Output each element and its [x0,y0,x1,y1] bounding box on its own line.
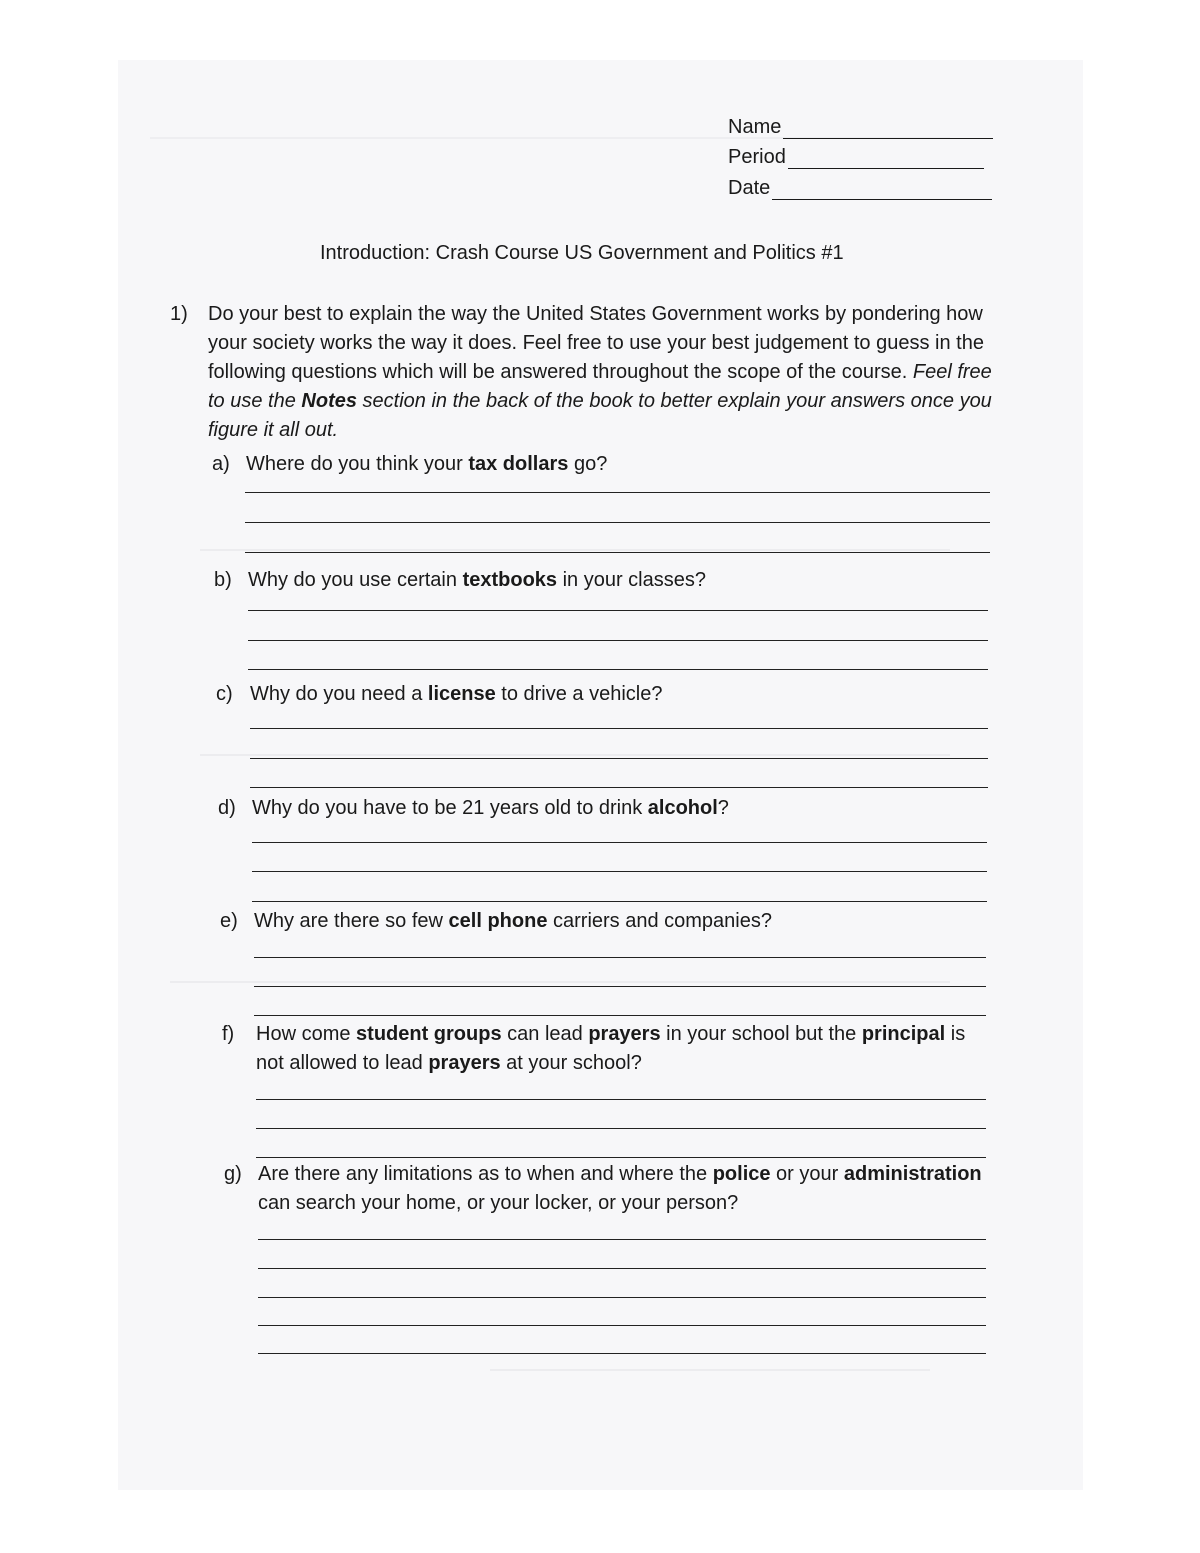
name-input-line[interactable] [783,120,993,139]
question-1 [170,300,1000,445]
subquestion-letter: g) [224,1163,242,1185]
answer-line[interactable] [248,669,988,670]
period-input-line[interactable] [788,150,984,169]
italic-note-bold: Notes [301,390,357,412]
page-title: Introduction: Crash Course US Government and Politics #1 [320,242,844,264]
subquestion-d [218,794,998,823]
answer-line[interactable] [248,610,988,611]
subquestion-g [224,1160,984,1218]
answer-line[interactable] [250,758,988,759]
question-text-fragment: or your [770,1163,844,1185]
answer-line[interactable] [250,728,988,729]
subquestion-text [258,1160,984,1218]
subquestion-e [220,907,1000,936]
subquestion-text [246,450,992,479]
emphasized-term: administration [843,1163,982,1185]
emphasized-term: license [427,683,496,705]
emphasized-term: textbooks [462,569,558,591]
answer-line[interactable] [256,1157,986,1158]
period-field [728,146,984,169]
emphasized-term: alcohol [647,797,718,819]
answer-line[interactable] [256,1128,986,1129]
answer-line[interactable] [258,1268,986,1269]
question-1-instructions: Do your best to explain the way the United States Government works by pondering how your society works the way it does. Feel free to use your best judgement to guess in the following questions which will be answered throughout the scope of the course. [208,303,984,383]
subquestion-letter: e) [220,910,238,932]
question-text-fragment: go? [568,453,608,475]
question-text-fragment: at your school? [500,1052,642,1074]
question-1-text [208,300,1000,445]
name-field [728,116,993,139]
answer-line[interactable] [254,986,986,987]
subquestion-text [250,680,996,709]
question-text-fragment: Where do you think your [246,453,469,475]
emphasized-term: police [712,1163,771,1185]
subquestion-letter: b) [214,569,232,591]
date-input-line[interactable] [772,181,992,200]
bleed-through-text [490,1360,930,1380]
subquestion-text [254,907,1000,936]
answer-line[interactable] [252,871,987,872]
question-number: 1) [170,303,188,325]
question-text-fragment: to drive a vehicle? [495,683,663,705]
answer-line[interactable] [248,640,988,641]
bleed-through-text [170,972,950,992]
question-text-fragment: Why do you have to be 21 years old to drink [252,797,648,819]
subquestion-text [252,794,998,823]
date-label: Date [728,177,771,199]
answer-line[interactable] [252,901,987,902]
period-label: Period [728,146,786,168]
question-text-fragment: How come [256,1023,357,1045]
answer-line[interactable] [258,1239,986,1240]
question-text-fragment: Why do you use certain [248,569,463,591]
bleed-through-text [200,540,950,560]
subquestion-letter: d) [218,797,236,819]
question-text-fragment: is not allowed to lead [256,1023,966,1074]
answer-line[interactable] [245,492,990,493]
answer-line[interactable] [252,842,987,843]
answer-line[interactable] [258,1353,986,1354]
answer-line[interactable] [256,1099,986,1100]
answer-line[interactable] [258,1325,986,1326]
emphasized-term: tax dollars [468,453,569,475]
answer-line[interactable] [254,957,986,958]
subquestion-letter: a) [212,453,230,475]
italic-note-start: Feel free to use the [208,361,992,412]
subquestion-letter: f) [222,1023,235,1045]
emphasized-term: prayers [588,1023,661,1045]
question-text-fragment: in your classes? [557,569,706,591]
subquestion-c [216,680,996,709]
subquestion-f [222,1020,982,1078]
paper-sheet [118,60,1083,1490]
answer-line[interactable] [245,552,990,553]
italic-note-end: section in the back of the book to better explain your answers once you figure it all out. [208,390,992,441]
question-text-fragment: can lead [501,1023,589,1045]
subquestion-a [212,450,992,479]
answer-line[interactable] [254,1015,986,1016]
name-label: Name [728,116,782,138]
question-text-fragment: Why are there so few [254,910,449,932]
answer-line[interactable] [245,522,990,523]
question-text-fragment: Why do you need a [250,683,428,705]
question-text-fragment: Are there any limitations as to when and where the [258,1163,713,1185]
emphasized-term: prayers [428,1052,501,1074]
question-text-fragment: in your school but the [660,1023,862,1045]
subquestion-text [248,566,994,595]
subquestion-letter: c) [216,683,233,705]
bleed-through-text [200,745,950,765]
question-text-fragment: can search your home, or your locker, or your person? [258,1192,739,1214]
emphasized-term: cell phone [448,910,548,932]
subquestion-b [214,566,994,595]
answer-line[interactable] [258,1297,986,1298]
question-text-fragment: carriers and companies? [547,910,772,932]
date-field [728,177,992,200]
question-text-fragment: ? [717,797,729,819]
emphasized-term: principal [861,1023,946,1045]
subquestion-text [256,1020,982,1078]
answer-line[interactable] [250,787,988,788]
emphasized-term: student groups [356,1023,502,1045]
